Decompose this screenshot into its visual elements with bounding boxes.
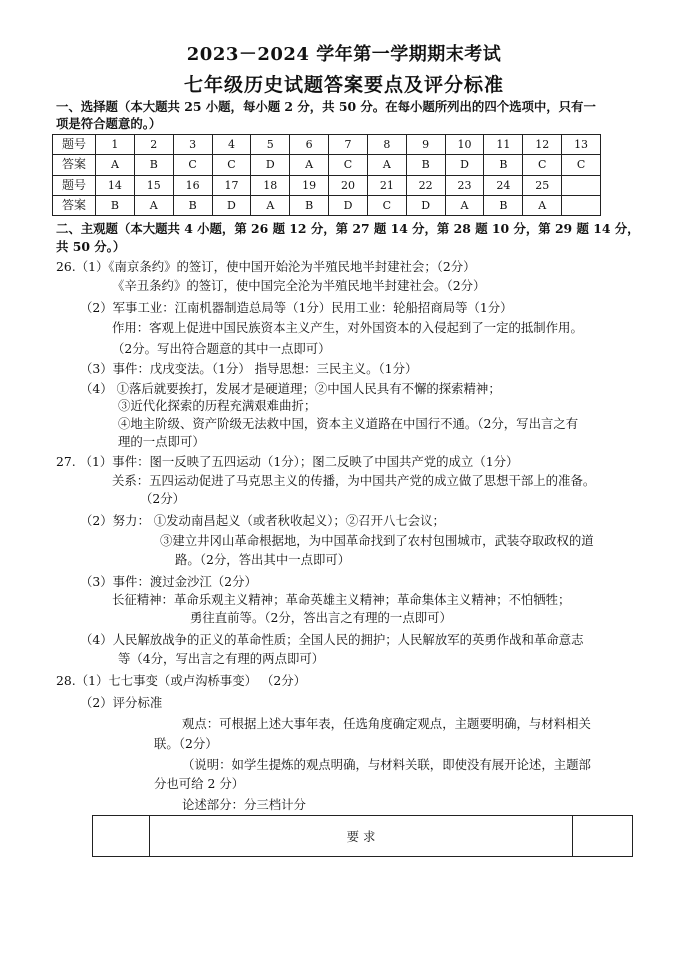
q27-line: （2分） xyxy=(140,491,186,506)
q27-line: （4）人民解放战争的正义的革命性质；全国人民的拥护；人民解放军的英勇作战和革命意志 xyxy=(80,632,584,647)
question-number: 17 xyxy=(212,175,251,195)
answer-cell: A xyxy=(445,195,484,215)
answer-cell xyxy=(562,195,601,215)
table-row xyxy=(53,135,601,155)
table-row xyxy=(53,175,601,195)
question-number: 22 xyxy=(406,175,445,195)
q27-line: ③建立井冈山革命根据地，为中国革命找到了农村包围城市，武装夺取政权的道 xyxy=(160,533,594,548)
table-cell-empty xyxy=(573,816,633,857)
q27-line: 27. （1）事件：图一反映了五四运动（1分）；图二反映了中国共产党的成立（1分） xyxy=(56,454,519,469)
question-number: 12 xyxy=(523,135,562,155)
answer-cell: B xyxy=(96,195,135,215)
question-number: 23 xyxy=(445,175,484,195)
row-label: 题号 xyxy=(53,175,96,195)
question-number: 4 xyxy=(212,135,251,155)
row-label: 题号 xyxy=(53,135,96,155)
section1-heading: 一、选择题（本大题共 25 小题，每小题 2 分，共 50 分。在每小题所列出的四个选项中，只有一 xyxy=(56,99,596,114)
q27-line: 路。（2分，答出其中一点即可） xyxy=(175,552,351,567)
answer-cell: C xyxy=(212,155,251,175)
q26-line: 《辛丑条约》的签订，使中国完全沦为半殖民地半封建社会。（2分） xyxy=(112,278,486,293)
question-number: 7 xyxy=(329,135,368,155)
answer-table xyxy=(52,134,601,216)
answer-cell: D xyxy=(251,155,290,175)
question-number: 19 xyxy=(290,175,329,195)
question-number: 11 xyxy=(484,135,523,155)
question-number: 2 xyxy=(134,135,173,155)
q26-line: （3）事件：戊戌变法。（1分） 指导思想：三民主义。（1分） xyxy=(80,361,418,376)
answer-cell: D xyxy=(329,195,368,215)
answer-cell: C xyxy=(523,155,562,175)
q27-line: 长征精神：革命乐观主义精神；革命英雄主义精神；革命集体主义精神；不怕牺牲； xyxy=(112,592,571,607)
q28-line: 分也可给 2 分） xyxy=(154,776,245,791)
q27-line: （2）努力： ①发动南昌起义（或者秋收起义）；②召开八七会议； xyxy=(80,513,445,528)
question-number: 8 xyxy=(367,135,406,155)
answer-cell: C xyxy=(367,195,406,215)
answer-cell: A xyxy=(251,195,290,215)
question-number: 13 xyxy=(562,135,601,155)
question-number: 14 xyxy=(96,175,135,195)
answer-cell: D xyxy=(445,155,484,175)
question-number xyxy=(562,175,601,195)
question-number: 25 xyxy=(523,175,562,195)
answer-cell: A xyxy=(96,155,135,175)
answer-cell: B xyxy=(484,195,523,215)
question-number: 3 xyxy=(173,135,212,155)
section2-heading: 二、主观题（本大题共 4 小题，第 26 题 12 分，第 27 题 14 分，第 28 题 10 分，第 29 题 14 分， xyxy=(56,221,640,236)
q26-line: （4） ①落后就要挨打，发展才是硬道理；②中国人民具有不懈的探索精神； xyxy=(80,381,501,396)
q27-line: 关系：五四运动促进了马克思主义的传播，为中国共产党的成立做了思想干部上的准备。 xyxy=(112,473,596,488)
answer-cell: C xyxy=(562,155,601,175)
document-title: 2023－2024 学年第一学期期末考试 xyxy=(186,44,502,65)
q27-line: 等（4分，写出言之有理的两点即可） xyxy=(118,651,325,666)
q28-line: 28.（1）七七事变（或卢沟桥事变） （2分） xyxy=(56,673,307,688)
table-row xyxy=(53,195,601,215)
q26-line: （2）军事工业：江南机器制造总局等（1分）民用工业：轮船招商局等（1分） xyxy=(80,300,513,315)
question-number: 10 xyxy=(445,135,484,155)
q26-line: 作用：客观上促进中国民族资本主义产生，对外国资本的入侵起到了一定的抵制作用。 xyxy=(112,320,583,335)
section2-heading-cont: 共 50 分。） xyxy=(56,239,126,254)
question-number: 20 xyxy=(329,175,368,195)
question-number: 18 xyxy=(251,175,290,195)
q26-line: ④地主阶级、资产阶级无法救中国，资本主义道路在中国行不通。（2分，写出言之有 xyxy=(118,416,579,431)
q26-line: 理的一点即可） xyxy=(118,434,205,449)
question-number: 1 xyxy=(96,135,135,155)
q27-line: （3）事件：渡过金沙江（2分） xyxy=(80,574,257,589)
section1-heading-cont: 项是符合题意的。） xyxy=(56,116,162,131)
question-number: 6 xyxy=(290,135,329,155)
answer-cell: D xyxy=(212,195,251,215)
answer-cell: B xyxy=(484,155,523,175)
answer-cell: A xyxy=(367,155,406,175)
row-label: 答案 xyxy=(53,195,96,215)
document-subtitle: 七年级历史试题答案要点及评分标准 xyxy=(183,74,504,96)
answer-cell: A xyxy=(134,195,173,215)
q26-line: 26.（1）《南京条约》的签订，使中国开始沦为半殖民地半封建社会；（2分） xyxy=(56,259,476,274)
row-label: 答案 xyxy=(53,155,96,175)
q28-line: 联。（2分） xyxy=(154,736,218,751)
q26-line: ③近代化探索的历程充满艰难曲折； xyxy=(118,398,317,413)
table-cell-empty xyxy=(93,816,150,857)
question-number: 15 xyxy=(134,175,173,195)
q28-line: （2）评分标准 xyxy=(80,695,163,710)
question-number: 21 xyxy=(367,175,406,195)
answer-cell: B xyxy=(134,155,173,175)
table-row xyxy=(53,155,601,175)
q28-line: （说明：如学生提炼的观点明确，与材料关联，即使没有展开论述，主题部 xyxy=(182,757,591,772)
q28-line: 观点：可根据上述大事年表，任选角度确定观点，主题要明确，与材料相关 xyxy=(182,716,591,731)
answer-cell: B xyxy=(290,195,329,215)
answer-cell: B xyxy=(173,195,212,215)
question-number: 9 xyxy=(406,135,445,155)
requirement-table xyxy=(92,815,633,857)
answer-cell: A xyxy=(523,195,562,215)
requirement-header: 要 求 xyxy=(150,816,573,857)
q28-line: 论述部分：分三档计分 xyxy=(182,797,306,812)
q27-line: 勇往直前等。（2分，答出言之有理的一点即可） xyxy=(190,610,452,625)
question-number: 16 xyxy=(173,175,212,195)
question-number: 5 xyxy=(251,135,290,155)
answer-cell: C xyxy=(329,155,368,175)
answer-cell: C xyxy=(173,155,212,175)
table-row xyxy=(93,816,633,857)
question-number: 24 xyxy=(484,175,523,195)
answer-cell: A xyxy=(290,155,329,175)
answer-cell: B xyxy=(406,155,445,175)
q26-line: （2分。写出符合题意的其中一点即可） xyxy=(112,341,331,356)
answer-cell: D xyxy=(406,195,445,215)
